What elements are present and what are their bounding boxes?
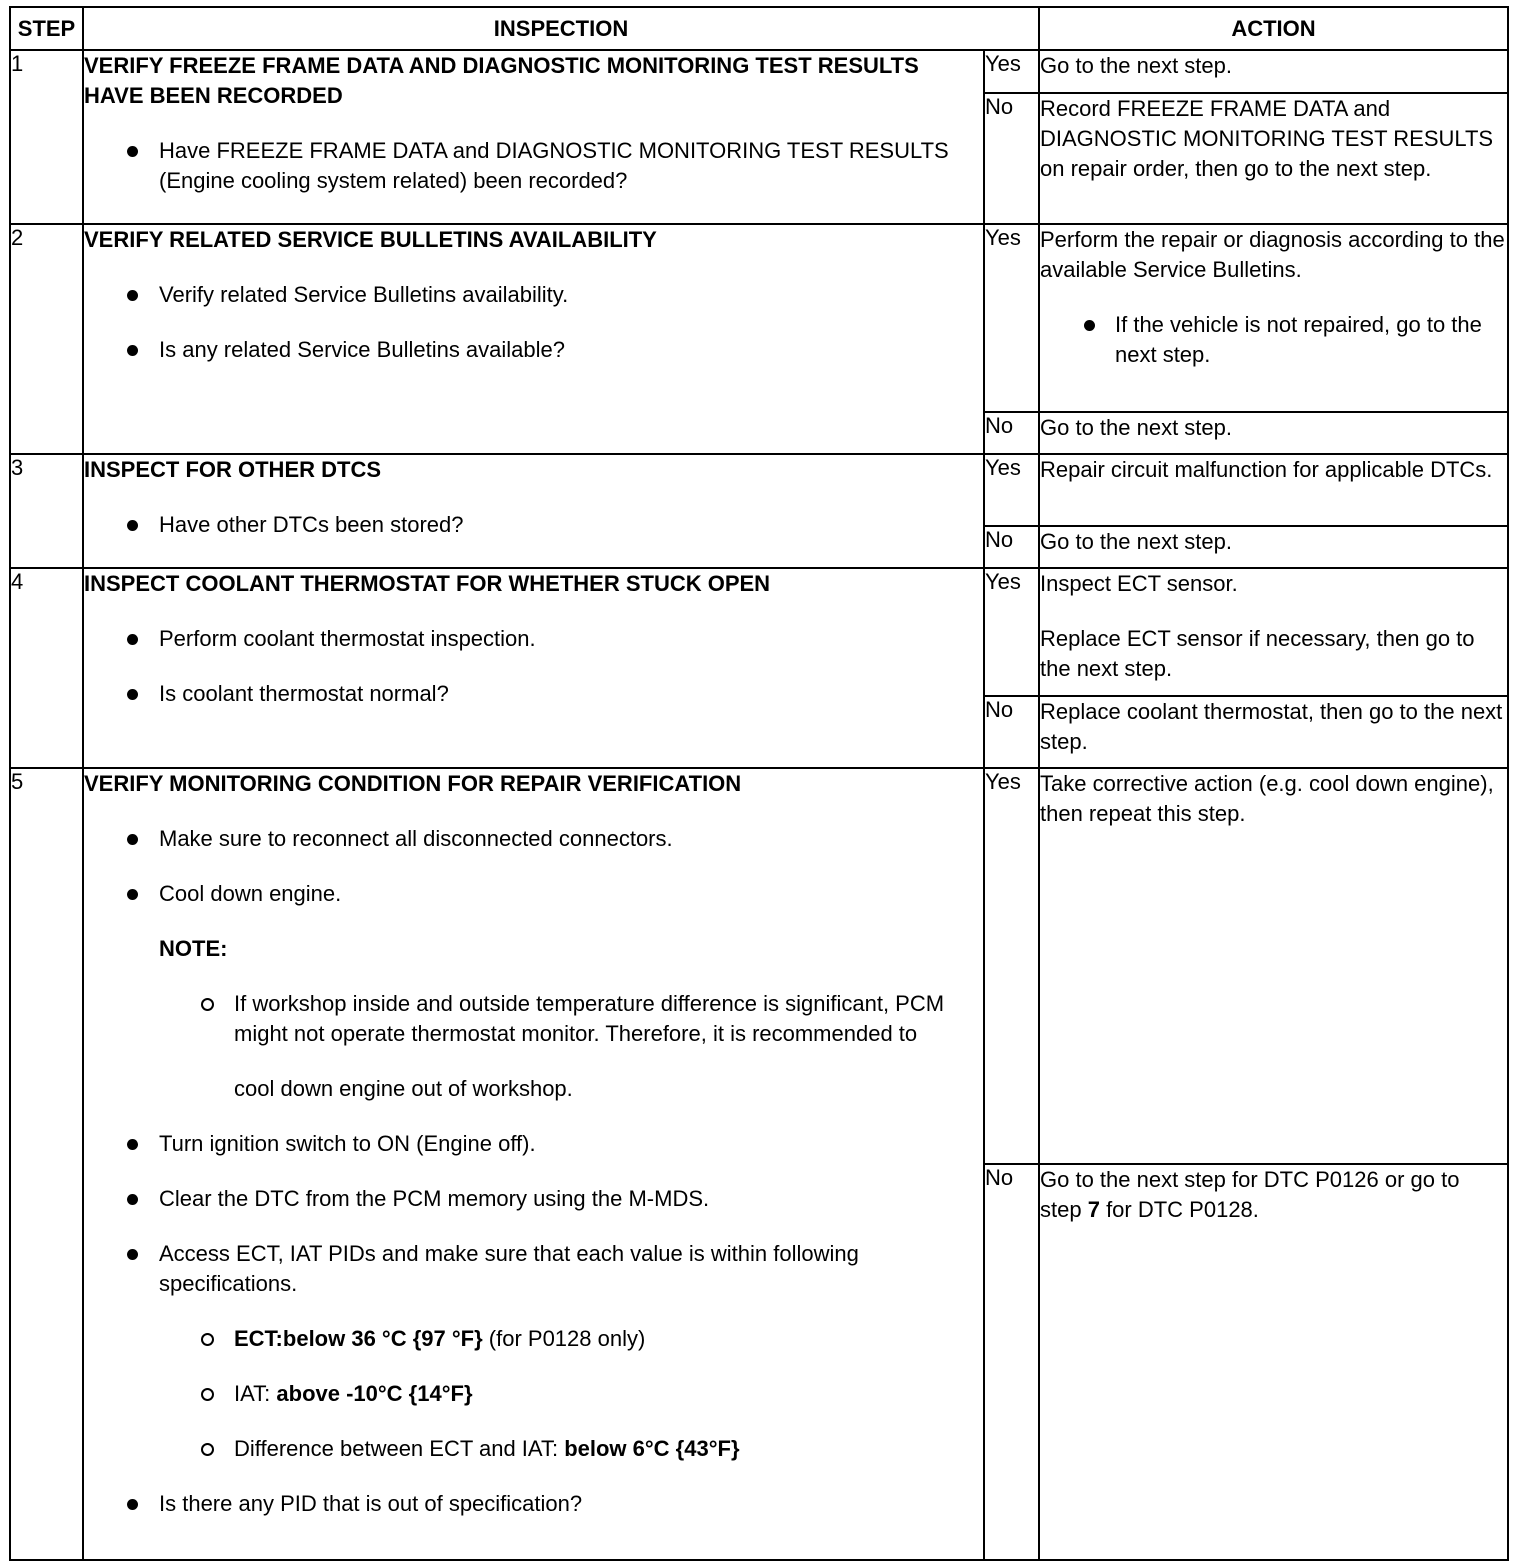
inspection-cell xyxy=(83,768,984,1560)
yes-action: Inspect ECT sensor. xyxy=(1040,571,1238,596)
spec-iat-value: above -10°C {14°F} xyxy=(276,1381,473,1406)
bullet-item: Is coolant thermostat normal? xyxy=(84,679,983,709)
no-action: Go to the next step. xyxy=(1039,526,1508,568)
inspection-cell xyxy=(83,224,984,454)
yes-label: Yes xyxy=(984,454,1039,526)
header-row xyxy=(10,7,1508,50)
spec-iat-label: IAT: xyxy=(234,1381,277,1406)
spec-ect xyxy=(84,1324,983,1354)
bullet-item: Verify related Service Bulletins availability. xyxy=(84,280,983,310)
yes-action-detail: Replace ECT sensor if necessary, then go to the next step. xyxy=(1040,626,1475,681)
step-number: 3 xyxy=(10,454,83,568)
step-number: 2 xyxy=(10,224,83,454)
spec-ect-value: below 36 °C {97 °F} xyxy=(282,1326,483,1351)
yes-action-cell xyxy=(1039,568,1508,696)
yes-action: Go to the next step. xyxy=(1039,50,1508,93)
bullet-item: Have other DTCs been stored? xyxy=(84,510,983,540)
note-continuation: cool down engine out of workshop. xyxy=(234,1076,573,1101)
note-item: If workshop inside and outside temperature difference is significant, PCM might not operate thermostat monitor. Therefore, it is recommended to xyxy=(84,989,983,1049)
yes-action: Take corrective action (e.g. cool down engine), then repeat this step. xyxy=(1039,768,1508,1164)
no-label: No xyxy=(984,696,1039,768)
inspection-cell xyxy=(83,568,984,768)
header-step: STEP xyxy=(10,7,83,50)
inspection-cell xyxy=(83,454,984,568)
no-label: No xyxy=(984,412,1039,454)
inspection-cell xyxy=(83,50,984,224)
step-title: VERIFY FREEZE FRAME DATA AND DIAGNOSTIC MONITORING TEST RESULTS HAVE BEEN RECORDED xyxy=(84,53,919,108)
bullet-item: Is there any PID that is out of specification? xyxy=(84,1489,983,1519)
spec-diff-label: Difference between ECT and IAT: xyxy=(234,1436,565,1461)
spec-diff-value: below 6°C {43°F} xyxy=(564,1436,740,1461)
no-action xyxy=(1039,1164,1508,1560)
yes-action: Repair circuit malfunction for applicable DTCs. xyxy=(1039,454,1508,526)
no-action: Replace coolant thermostat, then go to the next step. xyxy=(1039,696,1508,768)
yes-label: Yes xyxy=(984,50,1039,93)
no-label: No xyxy=(984,93,1039,224)
no-label: No xyxy=(984,1164,1039,1560)
step-title: VERIFY RELATED SERVICE BULLETINS AVAILABILITY xyxy=(84,227,657,252)
spec-ect-suffix: (for P0128 only) xyxy=(482,1326,646,1351)
table-row xyxy=(10,768,1508,1164)
step-title: INSPECT COOLANT THERMOSTAT FOR WHETHER STUCK OPEN xyxy=(84,571,771,596)
yes-label: Yes xyxy=(984,568,1039,696)
table-row xyxy=(10,568,1508,696)
no-action: Go to the next step. xyxy=(1039,412,1508,454)
table-row xyxy=(10,224,1508,412)
yes-label: Yes xyxy=(984,768,1039,1164)
step-number: 4 xyxy=(10,568,83,768)
header-inspection: INSPECTION xyxy=(83,7,1039,50)
table-row xyxy=(10,50,1508,93)
no-action-text: Go to the next step for DTC P0126 or go to step xyxy=(1040,1167,1460,1222)
bullet-item: Make sure to reconnect all disconnected connectors. xyxy=(84,824,983,854)
step-title: VERIFY MONITORING CONDITION FOR REPAIR VERIFICATION xyxy=(84,771,742,796)
yes-action-cell xyxy=(1039,224,1508,412)
no-label: No xyxy=(984,526,1039,568)
yes-label: Yes xyxy=(984,224,1039,412)
diagnostic-table xyxy=(9,6,1509,1561)
bullet-item: Is any related Service Bulletins available? xyxy=(84,335,983,365)
step-number: 5 xyxy=(10,768,83,1560)
bullet-item: Have FREEZE FRAME DATA and DIAGNOSTIC MONITORING TEST RESULTS (Engine cooling system related) been recorded? xyxy=(84,136,983,196)
header-action: ACTION xyxy=(1039,7,1508,50)
step-title: INSPECT FOR OTHER DTCS xyxy=(84,457,382,482)
yes-action: Perform the repair or diagnosis according to the available Service Bulletins. xyxy=(1040,227,1505,282)
table-row xyxy=(10,454,1508,526)
bullet-item: Access ECT, IAT PIDs and make sure that each value is within following specifications. xyxy=(84,1239,983,1299)
bullet-item: Cool down engine. xyxy=(84,879,983,909)
no-action: Record FREEZE FRAME DATA and DIAGNOSTIC MONITORING TEST RESULTS on repair order, then go to the next step. xyxy=(1039,93,1508,224)
yes-action-bullet: If the vehicle is not repaired, go to the next step. xyxy=(1040,310,1507,370)
bullet-item: Clear the DTC from the PCM memory using the M-MDS. xyxy=(84,1184,983,1214)
step-number: 1 xyxy=(10,50,83,224)
note-label: NOTE: xyxy=(159,936,228,961)
no-action-suffix: for DTC P0128. xyxy=(1099,1197,1259,1222)
bullet-item: Turn ignition switch to ON (Engine off). xyxy=(84,1129,983,1159)
spec-iat xyxy=(84,1379,983,1409)
spec-diff xyxy=(84,1434,983,1464)
bullet-item: Perform coolant thermostat inspection. xyxy=(84,624,983,654)
spec-ect-label: ECT: xyxy=(234,1326,283,1351)
no-action-step: 7 xyxy=(1087,1197,1100,1222)
